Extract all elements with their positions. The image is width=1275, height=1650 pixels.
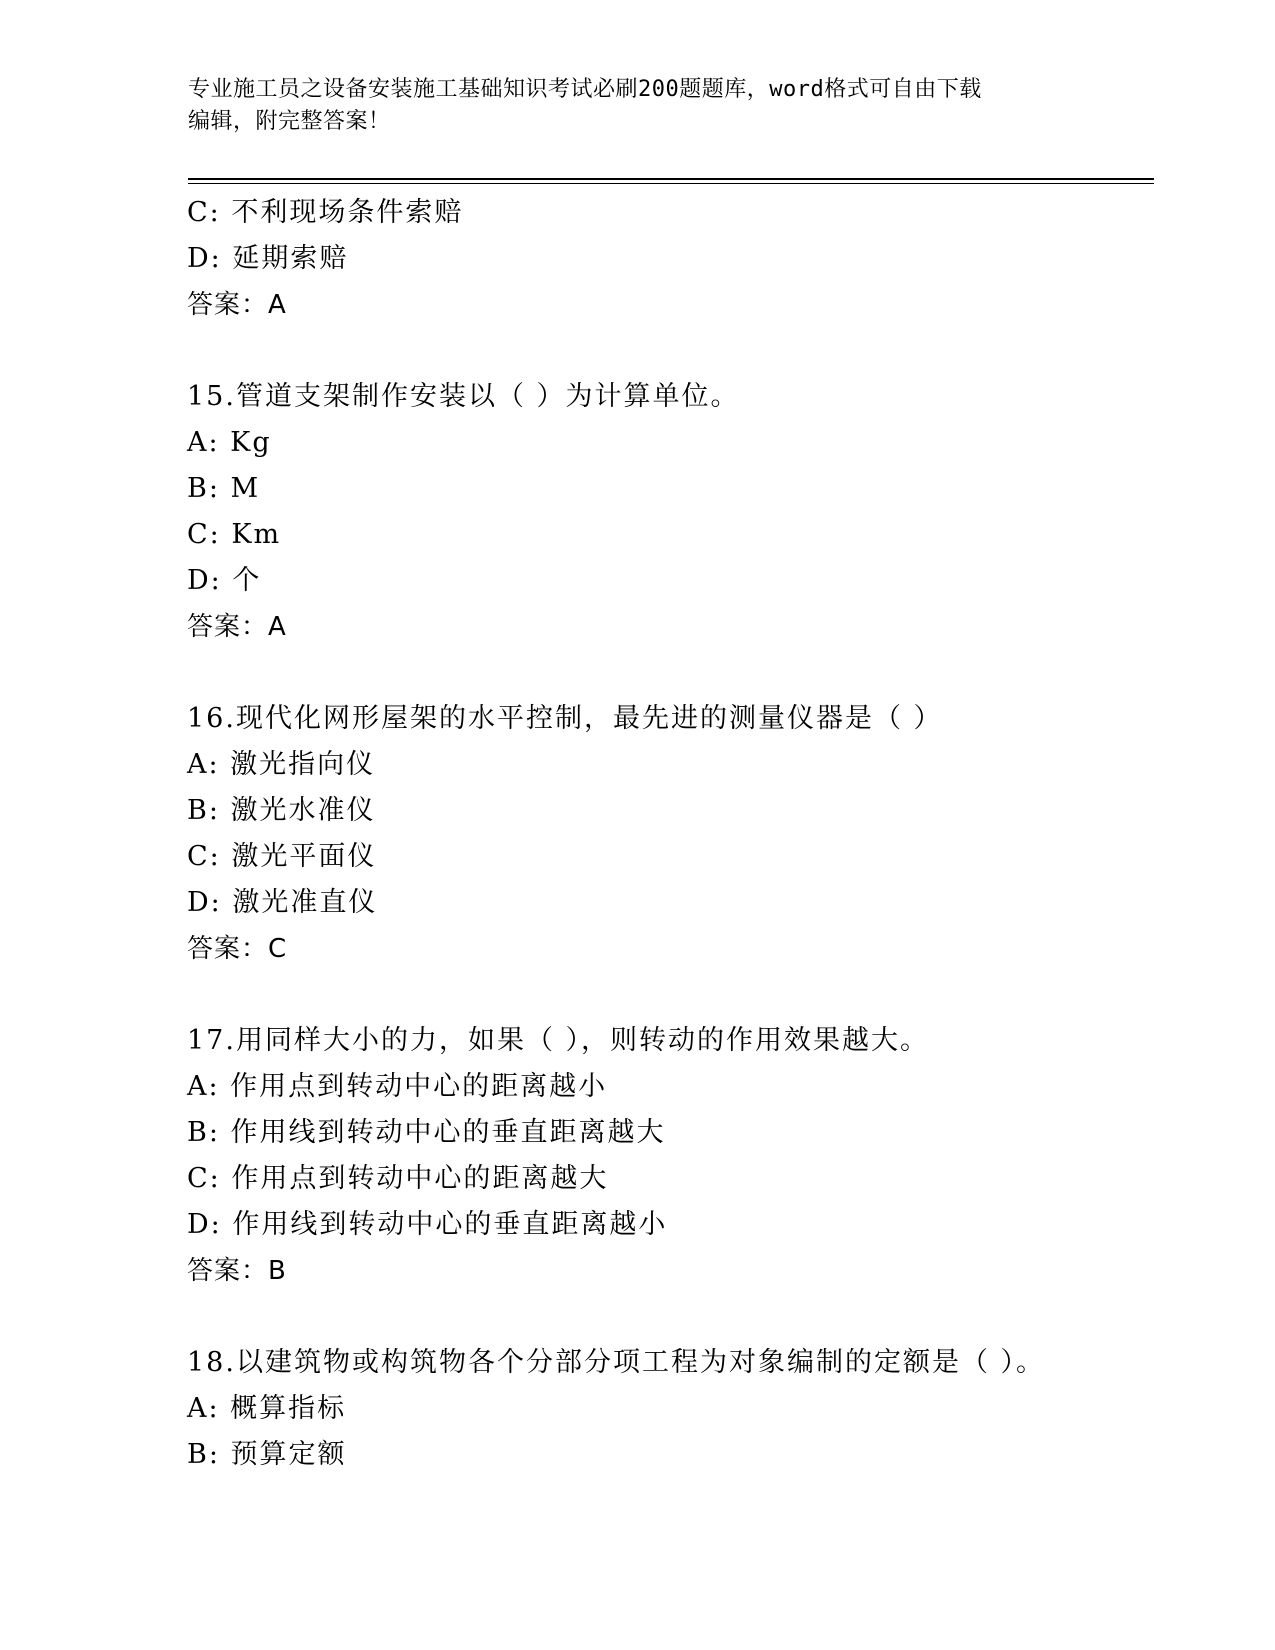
option-b: B: M <box>187 473 261 504</box>
question-stem: 18.以建筑物或构筑物各个分部分项工程为对象编制的定额是（ ）。 <box>187 1347 1046 1378</box>
option-d: D: 延期索赔 <box>187 243 349 274</box>
answer-line: 答案：B <box>187 1256 287 1286</box>
option-a: A: 激光指向仪 <box>187 749 376 780</box>
option-d: D: 作用线到转动中心的垂直距离越小 <box>187 1209 668 1240</box>
option-a: A: 作用点到转动中心的距离越小 <box>187 1071 608 1102</box>
option-c: C: Km <box>187 519 282 550</box>
header-divider-thin <box>188 183 1154 184</box>
header-divider-thick <box>188 178 1154 180</box>
spacer <box>187 328 1147 374</box>
header-title-line-2: 编辑，附完整答案！ <box>188 109 391 134</box>
option-d: D: 激光准直仪 <box>187 887 378 918</box>
document-header <box>188 74 1078 138</box>
question-stem: 16.现代化网形屋架的水平控制，最先进的测量仪器是（ ） <box>187 703 943 734</box>
option-c: C: 不利现场条件索赔 <box>187 197 464 228</box>
question-stem: 15.管道支架制作安装以（ ）为计算单位。 <box>187 381 740 412</box>
question-stem: 17.用同样大小的力，如果（ ），则转动的作用效果越大。 <box>187 1025 930 1056</box>
question-16 <box>187 696 1147 972</box>
option-b: B: 作用线到转动中心的垂直距离越大 <box>187 1117 666 1148</box>
option-a: A: 概算指标 <box>187 1393 347 1424</box>
answer-line: 答案：C <box>187 934 288 964</box>
question-15 <box>187 374 1147 650</box>
option-c: C: 激光平面仪 <box>187 841 377 872</box>
question-18 <box>187 1340 1147 1478</box>
question-17 <box>187 1018 1147 1294</box>
question-14-continued <box>187 190 1147 328</box>
question-list <box>187 190 1147 1478</box>
option-b: B: 激光水准仪 <box>187 795 376 826</box>
answer-line: 答案：A <box>187 290 287 320</box>
spacer <box>187 972 1147 1018</box>
spacer <box>187 1294 1147 1340</box>
option-c: C: 作用点到转动中心的距离越大 <box>187 1163 609 1194</box>
spacer <box>187 650 1147 696</box>
option-a: A: Kg <box>187 427 272 458</box>
option-d: D: 个 <box>187 565 262 596</box>
header-title-line-1: 专业施工员之设备安装施工基础知识考试必刷200题题库，word格式可自由下载 <box>188 77 982 102</box>
answer-line: 答案：A <box>187 612 287 642</box>
option-b: B: 预算定额 <box>187 1439 347 1470</box>
